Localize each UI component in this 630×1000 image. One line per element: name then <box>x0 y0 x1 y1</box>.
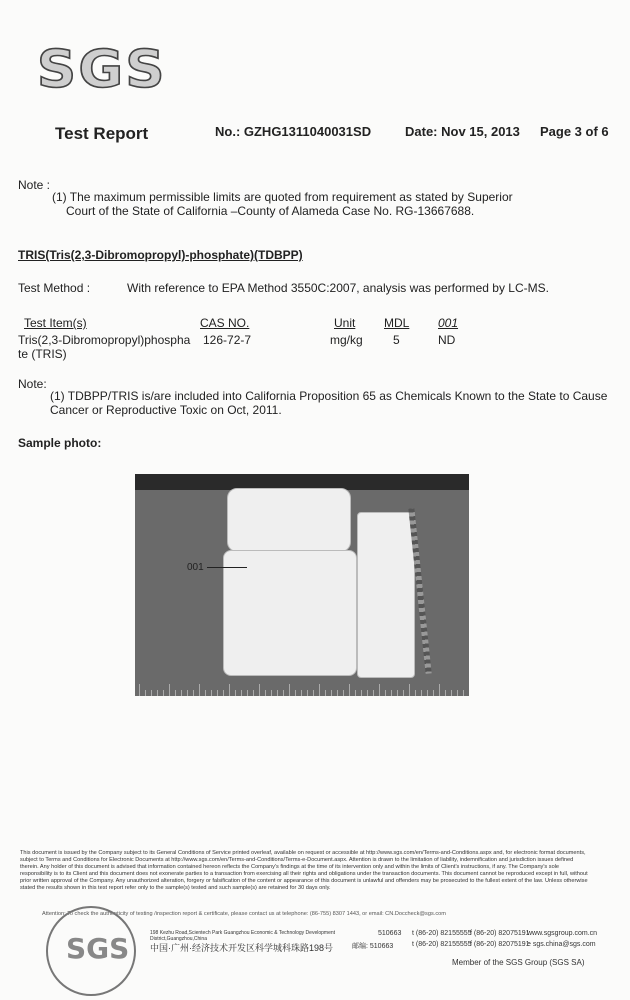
ruler-tick <box>283 690 284 696</box>
table-cell-item: te (TRIS) <box>18 347 67 361</box>
ruler-tick <box>463 690 464 696</box>
ruler-tick <box>385 690 386 696</box>
footer-address-en: 198 Kezhu Road,Scientech Park Guangzhou Economic & Technology Development District,Guangzhou,China <box>150 930 336 942</box>
footer-member: Member of the SGS Group (SGS SA) <box>452 958 585 967</box>
ruler-tick <box>391 690 392 696</box>
table-header-cas: CAS NO. <box>200 316 250 330</box>
note-line: Cancer or Reproductive Toxic on Oct, 2011. <box>50 403 282 417</box>
section-title: TRIS(Tris(2,3-Dibromopropyl)-phosphate)(TDBPP) <box>18 248 303 262</box>
ruler-tick <box>397 690 398 696</box>
ruler-tick <box>163 690 164 696</box>
ruler-tick <box>325 690 326 696</box>
sgs-stamp: SGS <box>46 906 136 996</box>
ruler-tick <box>223 690 224 696</box>
ruler-tick <box>277 690 278 696</box>
ruler-tick <box>349 684 350 696</box>
note-line: Court of the State of California –County of Alameda Case No. RG-13667688. <box>66 204 475 218</box>
ruler-tick <box>145 690 146 696</box>
ruler-tick <box>139 684 140 696</box>
ruler-tick <box>265 690 266 696</box>
table-header-mdl: MDL <box>384 316 410 330</box>
page-title: Test Report <box>55 124 149 143</box>
ruler-tick <box>379 684 380 696</box>
ruler-tick <box>439 684 440 696</box>
report-date: Date: Nov 15, 2013 <box>405 124 520 139</box>
footer-attention: Attention: To check the authenticity of testing /inspection report & certificate, please contact us at telephone: (86-755) 8307 1443, or email: CN.Doccheck@sgs.com <box>42 911 446 917</box>
ruler-tick <box>337 690 338 696</box>
ruler-tick <box>157 690 158 696</box>
ruler-tick <box>427 690 428 696</box>
ruler-tick <box>361 690 362 696</box>
ruler-tick <box>409 684 410 696</box>
ruler-tick <box>367 690 368 696</box>
sgs-logo: SGS <box>36 40 167 100</box>
ruler-tick <box>193 690 194 696</box>
ruler-tick <box>205 690 206 696</box>
test-method-label: Test Method : <box>18 281 91 295</box>
ruler-tick <box>229 684 230 696</box>
ruler-tick <box>319 684 320 696</box>
ruler-tick <box>259 684 260 696</box>
ruler-tick <box>403 690 404 696</box>
ruler-tick <box>295 690 296 696</box>
ruler-tick <box>373 690 374 696</box>
sample-foam-strip <box>357 512 415 678</box>
ruler-tick <box>355 690 356 696</box>
ruler-tick <box>271 690 272 696</box>
table-cell-result: ND <box>438 333 456 347</box>
footer-disclaimer: This document is issued by the Company subject to its General Conditions of Service printed overleaf, available on request or accessible at http://www.sgs.com/en/Terms-and-Conditions.aspx and, for electronic format documents, subject to Terms and Conditions for Electronic Documents at http://www.sgs.com/en/Terms-and-Conditions/Terms-e-Document.aspx. Attention is drawn to the limitation of liability, indemnification and jurisdiction issues defined therein. Any holder of this document is advised that information contained hereon reflects the Company's findings at the time of its intervention only and within the limits of Client's instructions, if any. The Company's sole responsibility is to its Client and this document does not exonerate parties to a transaction from exercising all their rights and obligations under the transaction documents. This document cannot be reproduced except in full, without prior written approval of the Company. Any unauthorized alteration, forgery or falsification of the content or appearance of this document is unlawful and offenders may be prosecuted to the fullest extent of the law. Unless otherwise stated the results shown in this test report refer only to the sample(s) tested and such sample(s) are retained for 30 days only. <box>20 850 588 891</box>
footer-email: e sgs.china@sgs.com <box>527 941 596 948</box>
marker-arrow <box>207 567 247 568</box>
ruler-tick <box>301 690 302 696</box>
ruler-tick <box>181 690 182 696</box>
ruler-tick <box>211 690 212 696</box>
ruler-tick <box>175 690 176 696</box>
table-cell-mdl: 5 <box>393 333 400 347</box>
footer-telephone: t (86-20) 82155555 <box>412 941 472 948</box>
ruler-tick <box>217 690 218 696</box>
ruler-tick <box>415 690 416 696</box>
ruler-tick <box>235 690 236 696</box>
footer-address-cn: 中国·广州·经济技术开发区科学城科珠路198号 <box>150 943 334 953</box>
ruler-tick <box>199 684 200 696</box>
sample-foam-block <box>223 550 357 676</box>
ruler-tick <box>433 690 434 696</box>
table-header-unit: Unit <box>334 316 356 330</box>
table-header-sample: 001 <box>438 316 459 330</box>
ruler-tick <box>151 690 152 696</box>
table-cell-item: Tris(2,3-Dibromopropyl)phospha <box>18 333 191 347</box>
sample-foam-block <box>227 488 351 552</box>
footer-fax: f (86-20) 82075191 <box>470 941 530 948</box>
ruler-tick <box>253 690 254 696</box>
ruler-tick <box>289 684 290 696</box>
note-line: (1) TDBPP/TRIS is/are included into California Proposition 65 as Chemicals Known to the State to Cause <box>50 389 608 403</box>
ruler-tick <box>241 690 242 696</box>
sample-photo-label: Sample photo: <box>18 436 102 450</box>
footer-fax: f (86-20) 82075191 <box>470 930 530 937</box>
ruler-tick <box>247 690 248 696</box>
table-cell-unit: mg/kg <box>330 333 363 347</box>
footer-website: www.sgsgroup.com.cn <box>527 930 598 937</box>
note-line: (1) The maximum permissible limits are quoted from requirement as stated by Superior <box>52 190 513 204</box>
ruler-tick <box>187 690 188 696</box>
ruler-tick <box>307 690 308 696</box>
footer-postcode-cn: 邮编: 510663 <box>352 943 394 950</box>
ruler-tick <box>421 690 422 696</box>
photo-marker: 001 <box>187 562 204 573</box>
note-label: Note : <box>18 178 51 192</box>
ruler-tick <box>331 690 332 696</box>
report-number: No.: GZHG1311040031SD <box>215 124 372 139</box>
table-cell-cas: 126-72-7 <box>203 333 252 347</box>
ruler-tick <box>445 690 446 696</box>
table-header-item: Test Item(s) <box>24 316 87 330</box>
sample-photo <box>135 474 469 696</box>
note-label: Note: <box>18 377 47 391</box>
ruler-tick <box>313 690 314 696</box>
ruler-tick <box>451 690 452 696</box>
ruler-tick <box>457 690 458 696</box>
ruler-tick <box>169 684 170 696</box>
footer-telephone: t (86-20) 82155555 <box>412 930 472 937</box>
ruler-tick <box>343 690 344 696</box>
page-number: Page 3 of 6 <box>540 124 609 139</box>
footer-postcode-en: 510663 <box>378 930 402 937</box>
test-method-text: With reference to EPA Method 3550C:2007, analysis was performed by LC-MS. <box>127 281 549 295</box>
